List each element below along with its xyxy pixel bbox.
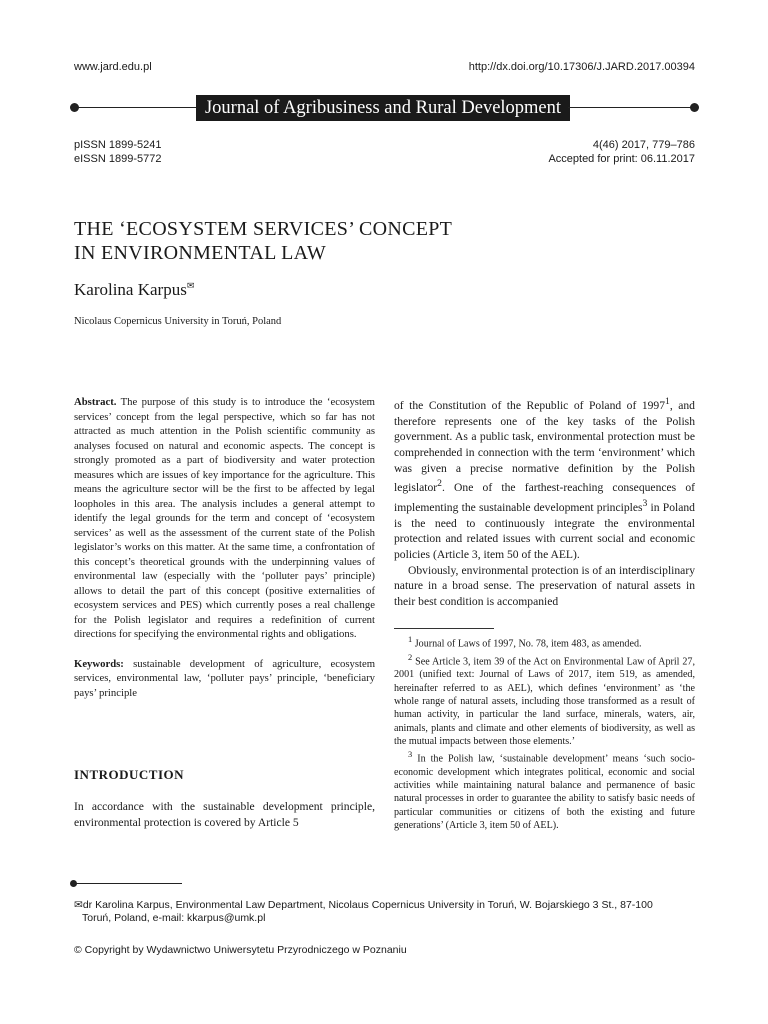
footnote-number: 3 bbox=[408, 750, 413, 760]
issue-block bbox=[548, 138, 695, 166]
footnote-ref-2[interactable]: 2 bbox=[437, 478, 442, 490]
envelope-icon: ✉ bbox=[186, 280, 195, 291]
correspondence-rule bbox=[74, 883, 182, 884]
footnote-1 bbox=[394, 633, 695, 651]
footnotes bbox=[394, 633, 695, 832]
body-column-right bbox=[394, 394, 695, 610]
footnote-3 bbox=[394, 748, 695, 832]
footnote-text: In the Polish law, ‘sustainable development’ means ‘such socio-economic development which integrates political, economic and social activities while maintaining natural balance and permanence of basic natural processes in order to guarantee the ability to satisfy basic needs of particular communities or citizens of both the existing and future generations’ (Article 3, item 50 of AEL). bbox=[394, 753, 695, 831]
keywords bbox=[74, 657, 375, 701]
banner-rule-right bbox=[568, 107, 694, 108]
body-text: of the Constitution of the Republic of Poland of 1997 bbox=[394, 398, 666, 412]
article-title-line1: THE ‘ECOSYSTEM SERVICES’ CONCEPT bbox=[74, 218, 453, 240]
body-paragraph-1 bbox=[394, 394, 695, 563]
accepted-date: Accepted for print: 06.11.2017 bbox=[548, 153, 695, 165]
body-paragraph-2: Obviously, environmental protection is of an interdisciplinary nature in a broad sense. The preservation of natural assets in their best condition is accompanied bbox=[394, 563, 695, 609]
footnote-number: 1 bbox=[408, 635, 413, 644]
keywords-text: sustainable development of agriculture, ecosystem services, environmental law, ‘polluter pays’ principle, ‘beneficiary pays’ principle bbox=[74, 657, 376, 699]
footnote-text: See Article 3, item 39 of the Act on Environmental Law of April 27, 2001 (unified text: Journal of Laws of 2017, item 519, as amended, hereinafter referred to as AEL), which defines ‘environment’ as ‘the whole range of natural assets, including those transformed as a result of human activity, in particular the land surface, minerals, waters, air, animals, plants and climate and other elements of biodiversity, as well as the mutual impacts between those elements.’ bbox=[394, 656, 695, 747]
issue-info: 4(46) 2017, 779–786 bbox=[592, 139, 695, 151]
abstract-text: The purpose of this study is to introduce the ‘ecosystem services’ concept from the legal perspective, which so far has not attracted as much attention in the Polish scientific community as analyses focused on natural and economic aspects. The concept is strongly promoted as a part of biodiversity and water protection measures which are issues of key importance for the agriculture. This means the agriculture sector will be the first to be affected by legal loopholes in this area. The analysis includes a general attempt to identify the legal grounds for the term and concept of ‘ecosystem services’ as well as the assessment of the current state of the Polish legislator’s works on this matter. At the same time, a confrontation of this concept’s theoretical grounds with the underpinning values of environmental law (especially with the ‘polluter pays’ principle) allows to detail the part of this concept (positive externalities of ecosystem services and PES) which currently poses a real challenge for the Polish legislator and requires a redefinition of current directions for specifying the environmental rights and obligations. bbox=[74, 396, 375, 640]
correspondence-line-1 bbox=[74, 899, 696, 912]
footnote-2 bbox=[394, 651, 695, 748]
abstract-column bbox=[74, 395, 375, 700]
footnote-ref-1[interactable]: 1 bbox=[665, 396, 670, 407]
body-text: . One of the farthest-reaching consequences of implementing the sustainable development principles bbox=[394, 481, 695, 514]
introduction-heading: INTRODUCTION bbox=[74, 767, 185, 782]
introduction-text: In accordance with the sustainable development principle, environmental protection is covered by Article 5 bbox=[74, 800, 375, 829]
eissn: eISSN 1899-5772 bbox=[74, 153, 162, 165]
correspondence-line-2[interactable]: Toruń, Poland, e-mail: kkarpus@umk.pl bbox=[82, 912, 266, 924]
correspondence bbox=[74, 899, 696, 925]
keywords-label: Keywords: bbox=[74, 657, 124, 670]
copyright: © Copyright by Wydawnictwo Uniwersytetu Przyrodniczego w Poznaniu bbox=[74, 944, 407, 956]
issn-block bbox=[74, 138, 161, 166]
abstract bbox=[74, 395, 375, 642]
footnote-ref-3[interactable]: 3 bbox=[642, 497, 648, 509]
abstract-label: Abstract. bbox=[74, 396, 117, 408]
banner-rule-left bbox=[74, 107, 198, 108]
journal-banner: Journal of Agribusiness and Rural Development bbox=[196, 95, 570, 121]
article-doi[interactable]: http://dx.doi.org/10.17306/J.JARD.2017.00394 bbox=[468, 61, 695, 73]
journal-website[interactable]: www.jard.edu.pl bbox=[74, 61, 152, 73]
author-name: Karolina Karpus bbox=[74, 280, 187, 299]
footnote-number: 2 bbox=[408, 652, 413, 662]
body-text: , and therefore represents one of the key tasks of the Polish government. As a public task, environmental protection must be comprehended in connection with the term ‘environment’ which was given a precise normative definition by the Polish legislator bbox=[394, 398, 695, 495]
envelope-icon: ✉ bbox=[74, 899, 83, 911]
banner-dot-right bbox=[690, 103, 699, 112]
article-title bbox=[74, 217, 452, 265]
pissn: pISSN 1899-5241 bbox=[74, 139, 162, 151]
article-title-line2: IN ENVIRONMENTAL LAW bbox=[74, 242, 327, 264]
author bbox=[74, 280, 194, 300]
affiliation: Nicolaus Copernicus University in Toruń, Poland bbox=[74, 316, 282, 327]
correspondence-text: dr Karolina Karpus, Environmental Law Department, Nicolaus Copernicus University in Toruń, W. Bojarskiego 3 St., 87-100 bbox=[82, 899, 653, 911]
body-text: in Poland is the need to continuously integrate the environmental protection and related issues with current social and economic policies (Article 3, item 50 of the AEL). bbox=[394, 500, 695, 561]
footnote-rule bbox=[394, 628, 494, 629]
footnote-text: Journal of Laws of 1997, No. 78, item 483, as amended. bbox=[412, 638, 642, 650]
